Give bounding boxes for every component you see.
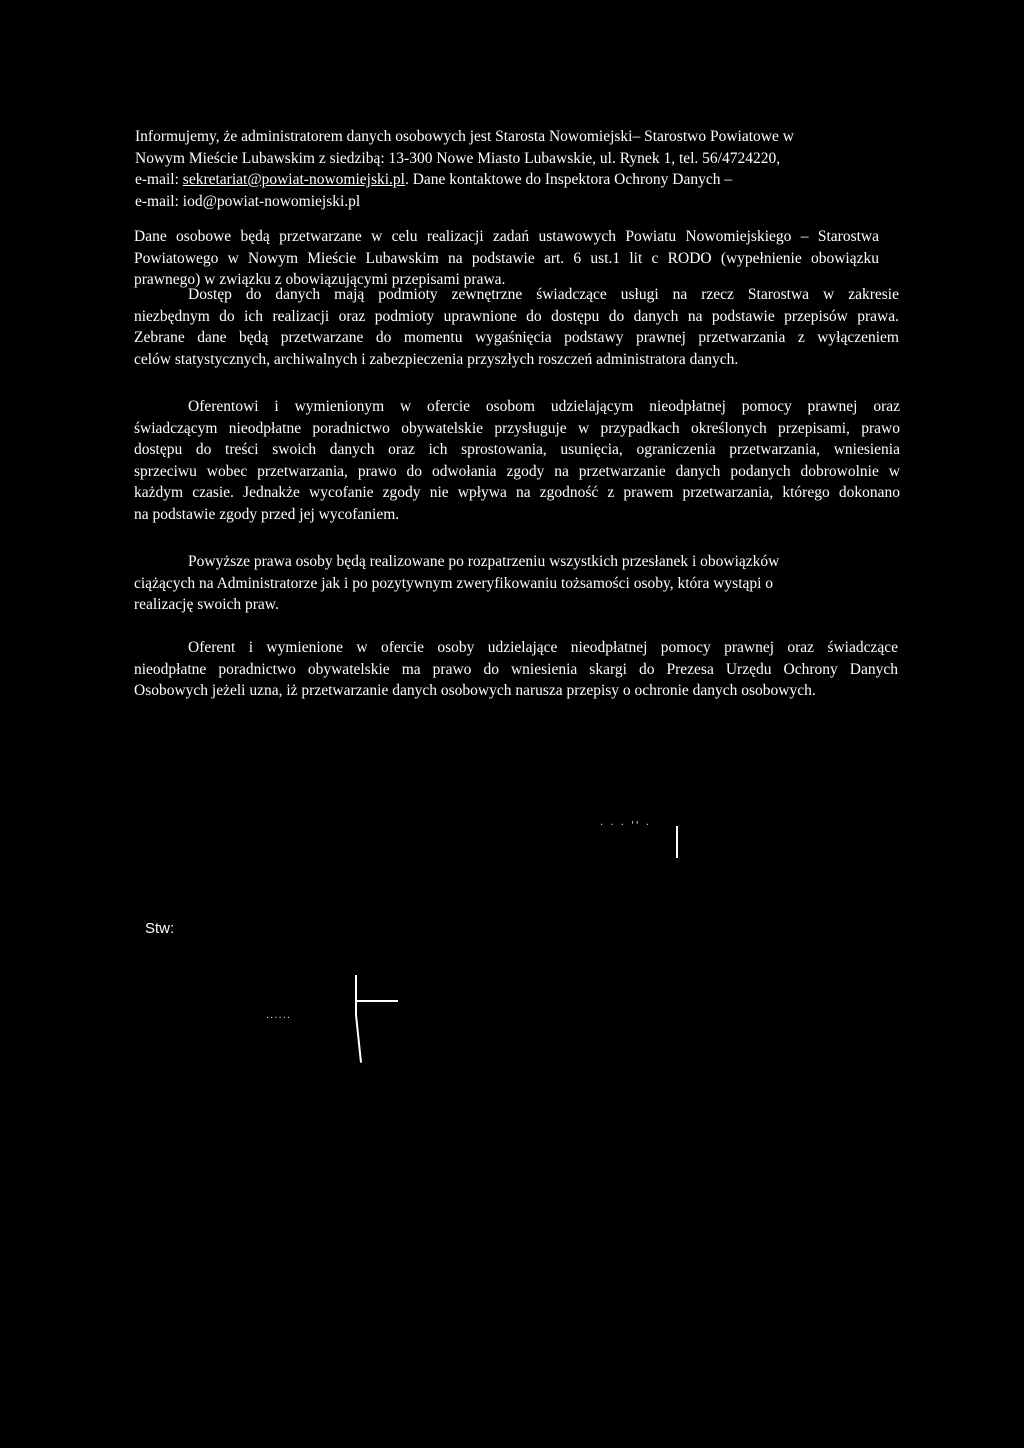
paragraph-line: każdym czasie. Jednakże wycofanie zgody nie wpływa na zgodność z prawem przetwarzania, którego dokonano	[134, 484, 900, 501]
paragraph-line: Dane osobowe będą przetwarzane w celu realizacji zadań ustawowych Powiatu Nowomiejskiego – Starostwa	[134, 228, 879, 245]
paragraph-line: niezbędnym do ich realizacji oraz podmioty uprawnione do dostępu do danych na podstawie przepisów prawa.	[134, 307, 899, 325]
paragraph-line: Oferentowi i wymienionym w ofercie osobom udzielającym nieodpłatnej pomocy prawnej oraz	[188, 398, 900, 415]
rights-realization-paragraph	[134, 551, 869, 616]
scan-dots-top: · · · '' ·	[600, 820, 651, 831]
secretariat-email-link[interactable]: sekretariat@powiat-nowomiejski.pl	[182, 171, 405, 188]
paragraph-line: na podstawie zgody przed jej wycofaniem.	[134, 505, 400, 523]
paragraph-line: Powiatowego w Nowym Mieście Lubawskim na podstawie art. 6 ust.1 lit c RODO (wypełnienie obowiązku	[134, 249, 879, 267]
paragraph-line: Oferent i wymienione w ofercie osoby udzielające nieodpłatnej pomocy prawnej oraz świadczące	[188, 639, 898, 656]
paragraph-line: Powyższe prawa osoby będą realizowane po rozpatrzeniu wszystkich przesłanek i obowiązków	[188, 553, 780, 570]
paragraph-line: Nowym Mieście Lubawskim z siedzibą: 13-300 Nowe Miasto Lubawskie, ul. Rynek 1, tel. 56/4724220,	[135, 149, 781, 167]
paragraph-line: Osobowych jeżeli uzna, iż przetwarzanie danych osobowych narusza przepisy o ochronie danych osobowych.	[134, 682, 816, 699]
signature-stroke	[676, 826, 678, 858]
rights-paragraph	[134, 396, 900, 525]
inspector-email-line: e-mail: iod@powiat-nowomiejski.pl	[135, 192, 361, 210]
email-label: e-mail:	[135, 171, 183, 188]
paragraph-line: realizację swoich praw.	[134, 596, 279, 613]
paragraph-line	[135, 169, 845, 191]
scan-dots-bottom: ......	[266, 1010, 292, 1021]
inspector-contact-text: . Dane kontaktowe do Inspektora Ochrony Danych –	[404, 171, 733, 188]
administrator-info-paragraph	[135, 126, 845, 212]
paragraph-line: nieodpłatne poradnictwo obywatelskie ma prawo do wniesienia skargi do Prezesa Urzędu Ochrony Danych	[134, 660, 898, 678]
stamp-fragment: Stw:	[145, 920, 175, 937]
signature-stroke	[355, 1015, 362, 1063]
processing-purpose-paragraph	[134, 226, 879, 291]
signature-stroke	[355, 1000, 398, 1002]
paragraph-line: świadczącym nieodpłatne poradnictwo obywatelskie przysługuje w przypadkach określonych przepisami, prawo	[134, 419, 900, 437]
complaint-paragraph	[134, 637, 898, 702]
paragraph-line: Dostęp do danych mają podmioty zewnętrzne świadczące usługi na rzecz Starostwa w zakresie	[188, 286, 899, 303]
paragraph-line: sprzeciwu wobec przetwarzania, prawo do odwołania zgody na przetwarzanie danych podanych dobrowolnie w	[134, 462, 900, 480]
paragraph-line: Zebrane dane będą przetwarzane do momentu wygaśnięcia podstawy prawnej przetwarzania z wyłączeniem	[134, 329, 899, 346]
paragraph-line: prawnego) w związku z obowiązującymi przepisami prawa.	[134, 271, 506, 288]
paragraph-line: ciążących na Administratorze jak i po pozytywnym zweryfikowaniu tożsamości osoby, która wystąpi o	[134, 574, 774, 592]
paragraph-line: celów statystycznych, archiwalnych i zabezpieczenia przyszłych roszczeń administratora danych.	[134, 350, 739, 368]
signature-stroke	[355, 975, 357, 1015]
data-access-paragraph	[134, 284, 899, 370]
paragraph-line: Informujemy, że administratorem danych osobowych jest Starosta Nowomiejski– Starostwo Powiatowe w	[135, 128, 794, 145]
paragraph-line: dostępu do treści swoich danych oraz ich sprostowania, usunięcia, ograniczenia przetwarzania, wniesienia	[134, 441, 900, 458]
